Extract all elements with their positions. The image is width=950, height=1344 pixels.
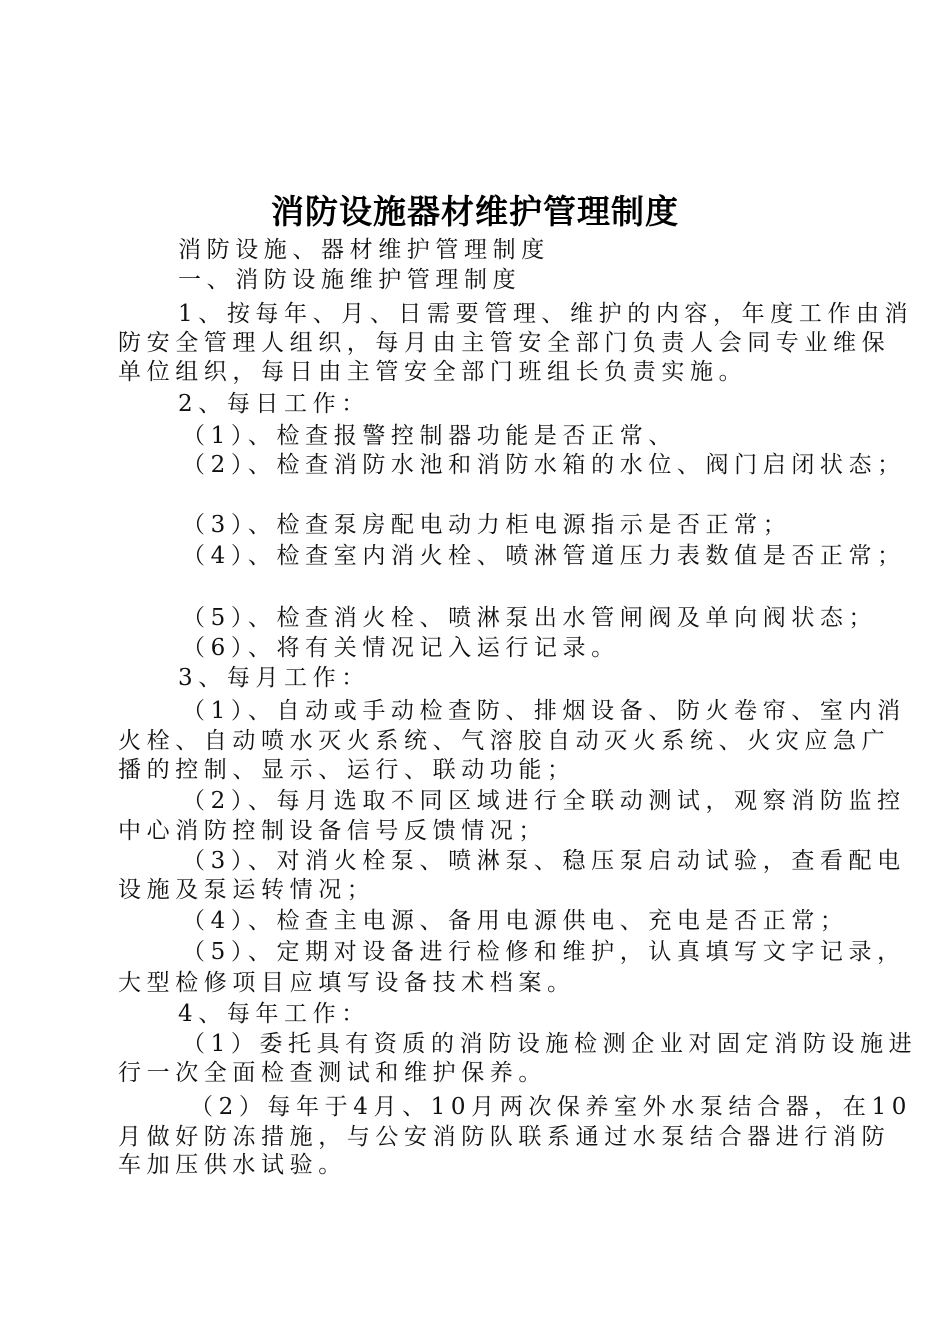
text-line: 车加压供水试验。	[118, 1152, 347, 1178]
text-line: 消防设施、器材维护管理制度	[178, 237, 550, 263]
text-line: 1、按每年、月、日需要管理、维护的内容，年度工作由消	[178, 301, 914, 327]
text-line: 大型检修项目应填写设备技术档案。	[118, 970, 576, 996]
text-line: （3）、对消火栓泵、喷淋泵、稳压泵启动试验，查看配电	[182, 848, 906, 874]
text-line: 火栓、自动喷水灭火系统、气溶胶自动灭火系统、火灾应急广	[118, 728, 891, 754]
document-title: 消防设施器材维护管理制度	[271, 192, 679, 231]
text-line: （2）每年于4月、10月两次保养室外水泵结合器，在10	[190, 1094, 912, 1120]
text-line: （2）、检查消防水池和消防水箱的水位、阀门启闭状态；	[182, 452, 906, 478]
text-line: （1）委托具有资质的消防设施检测企业对固定消防设施进	[182, 1031, 918, 1057]
text-line: 单位组织，每日由主管安全部门班组长负责实施。	[118, 359, 748, 385]
text-line: （4）、检查主电源、备用电源供电、充电是否正常；	[182, 908, 849, 934]
text-line: （5）、检查消火栓、喷淋泵出水管闸阀及单向阀状态；	[182, 605, 878, 631]
text-line: 中心消防控制设备信号反馈情况；	[118, 818, 547, 844]
text-line: 播的控制、显示、运行、联动功能；	[118, 757, 576, 783]
text-line: （6）、将有关情况记入运行记录。	[182, 635, 620, 661]
text-line: （5）、定期对设备进行检修和维护，认真填写文字记录，	[182, 939, 906, 965]
text-line: 4、每年工作：	[178, 1001, 370, 1027]
text-line: 月做好防冻措施，与公安消防队联系通过水泵结合器进行消防	[118, 1124, 891, 1150]
text-line: 2、每日工作：	[178, 391, 370, 417]
text-line: 3、每月工作：	[178, 665, 370, 691]
text-line: 行一次全面检查测试和维护保养。	[118, 1060, 547, 1086]
text-line: 设施及泵运转情况；	[118, 877, 376, 903]
text-line: 一、消防设施维护管理制度	[178, 267, 522, 293]
text-line: （3）、检查泵房配电动力柜电源指示是否正常；	[182, 512, 792, 538]
text-line: （2）、每月选取不同区域进行全联动测试，观察消防监控	[182, 788, 906, 814]
text-line: （1）、检查报警控制器功能是否正常、	[182, 423, 677, 449]
text-line: 防安全管理人组织，每月由主管安全部门负责人会同专业维保	[118, 330, 891, 356]
text-line: （1）、自动或手动检查防、排烟设备、防火卷帘、室内消	[182, 698, 906, 724]
text-line: （4）、检查室内消火栓、喷淋管道压力表数值是否正常；	[182, 543, 906, 569]
